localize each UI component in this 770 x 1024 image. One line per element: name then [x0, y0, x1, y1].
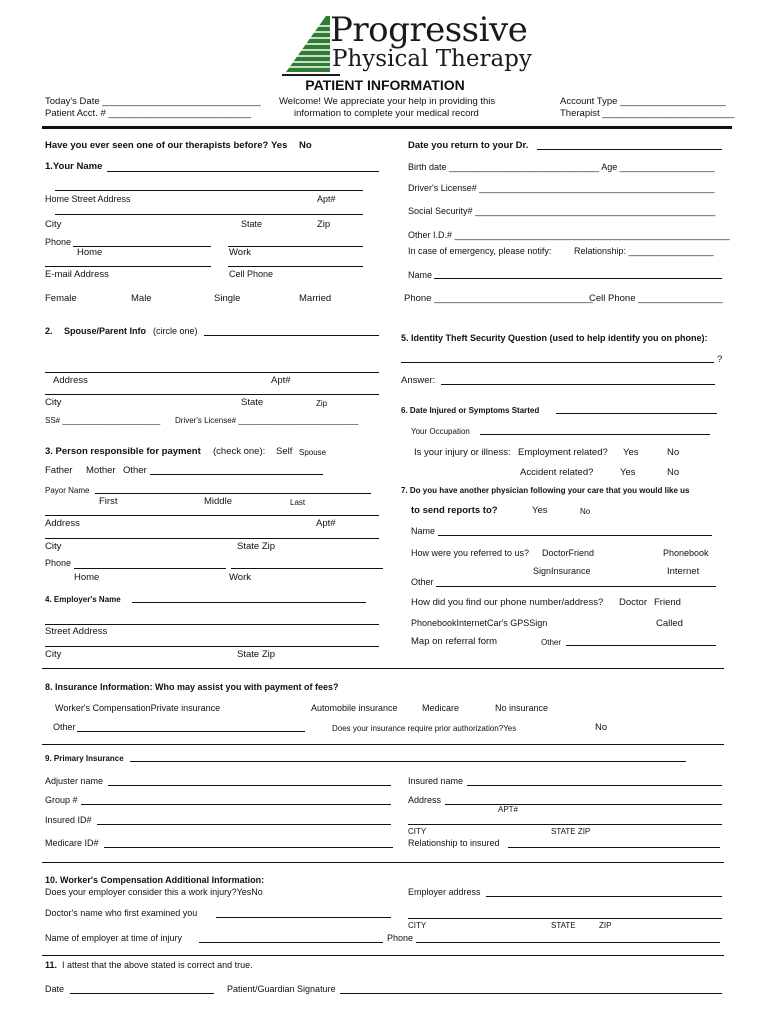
date-injured-label: 6. Date Injured or Symptoms Started — [401, 406, 540, 415]
payment-mother-option[interactable]: Mother — [86, 465, 116, 476]
payment-other-line[interactable] — [150, 474, 323, 475]
section-divider — [42, 955, 724, 956]
payor-city-line[interactable] — [45, 538, 379, 539]
answer-label: Answer: — [401, 375, 436, 386]
referred-doctor-friend[interactable]: DoctorFriend — [542, 548, 595, 558]
payor-name-line[interactable] — [95, 493, 371, 494]
employer-name-line[interactable] — [132, 602, 366, 603]
emergency-label: In case of emergency, please notify: — [408, 246, 552, 256]
city-label: City — [45, 219, 62, 230]
phone-label: Phone — [45, 237, 72, 247]
home-street-line[interactable] — [55, 190, 363, 191]
zip-label: Zip — [317, 219, 331, 230]
emergency-cell-field[interactable]: Cell Phone ________________ — [589, 293, 723, 304]
attest-date-line[interactable] — [70, 993, 214, 994]
work-label: Work — [229, 247, 251, 258]
seen-before-yes[interactable]: Yes — [271, 140, 288, 151]
accident-no[interactable]: No — [667, 467, 680, 478]
relationship-insured-label: Relationship to insured — [408, 838, 500, 848]
workers-comp-heading: 10. Worker's Compensation Additional Information: — [45, 875, 265, 885]
apt-label: Apt# — [317, 194, 336, 204]
attest-date-label: Date — [45, 984, 65, 994]
payment-other-option[interactable]: Other — [123, 465, 147, 476]
employer-state-zip-label: State Zip — [237, 649, 276, 660]
seen-before-no[interactable]: No — [299, 140, 312, 151]
welcome-line2: information to complete your medical record — [294, 108, 479, 119]
spouse-number: 2. — [45, 326, 53, 336]
spouse-zip-label: Zip — [316, 399, 328, 408]
payor-name-label: Payor Name — [45, 486, 90, 495]
spouse-address-line[interactable] — [45, 372, 379, 373]
social-security-field[interactable]: Social Security# ________________________________________________ — [408, 206, 716, 216]
todays-date-field[interactable]: Today's Date ______________________________ — [45, 96, 261, 107]
section-divider — [42, 862, 724, 863]
employer-city-label: City — [45, 649, 62, 660]
find-phonebook-list[interactable]: PhonebookInternetCar's GPSSign — [411, 618, 548, 628]
doctor-first-label: Doctor's name who first examined you — [45, 908, 198, 918]
date-return-label: Date you return to your Dr. — [408, 140, 529, 151]
employer-injury-line[interactable] — [199, 942, 383, 943]
find-other-label: Other — [541, 638, 562, 647]
emergency-name-line[interactable] — [434, 278, 722, 279]
employer-name-label: 4. Employer's Name — [45, 595, 121, 604]
employer-address-label: Employer address — [408, 887, 481, 897]
emergency-name-label: Name — [408, 270, 433, 280]
attest-number: 11. — [45, 960, 58, 970]
payor-apt-label: Apt# — [316, 518, 336, 529]
insured-city-label: CITY — [408, 827, 427, 836]
employer-address-line[interactable] — [486, 896, 722, 897]
adjuster-line[interactable] — [108, 785, 391, 786]
drivers-license-field[interactable]: Driver's License# _______________________________________________ — [408, 183, 715, 193]
find-doctor-option[interactable]: Doctor — [619, 597, 647, 608]
referred-internet[interactable]: Internet — [667, 566, 700, 577]
theft-question-line[interactable] — [401, 362, 714, 363]
state-label: State — [241, 219, 263, 229]
spouse-info-line[interactable] — [204, 335, 379, 336]
prior-auth-question[interactable]: Does your insurance require prior authorization?Yes — [332, 724, 517, 733]
employer-city-line[interactable] — [408, 918, 722, 919]
payor-address-label: Address — [45, 518, 80, 529]
email-label: E-mail Address — [45, 269, 109, 280]
spouse-city-label: City — [45, 397, 62, 408]
insured-name-label: Insured name — [408, 776, 464, 786]
primary-insurance-label: 9. Primary Insurance — [45, 754, 124, 763]
attest-statement: I attest that the above stated is correct and true. — [62, 960, 253, 970]
account-type-field[interactable]: Account Type ____________________ — [560, 96, 726, 107]
physician-name-label: Name — [411, 526, 436, 536]
city-line[interactable] — [55, 214, 363, 215]
signature-line[interactable] — [340, 993, 722, 994]
send-reports-no[interactable]: No — [580, 507, 591, 516]
employer-city-label: CITY — [408, 921, 427, 930]
send-reports-yes[interactable]: Yes — [532, 505, 548, 516]
your-name-line[interactable] — [107, 171, 379, 172]
home-street-label: Home Street Address — [45, 194, 131, 204]
employer-street-label: Street Address — [45, 626, 108, 637]
group-label: Group # — [45, 795, 78, 805]
insured-apt-label: APT# — [498, 805, 519, 814]
spouse-apt-label: Apt# — [271, 375, 291, 386]
logo-line2: Physical Therapy — [332, 46, 532, 72]
resp-payment-label: 3. Person responsible for payment — [45, 446, 201, 457]
other-physician-label: 7. Do you have another physician following your care that you would like us — [401, 486, 690, 495]
insurance-workers-private[interactable]: Worker's CompensationPrivate insurance — [55, 703, 221, 713]
birth-date-field[interactable]: Birth date ______________________________ Age ___________________ — [408, 162, 715, 172]
find-called-option[interactable]: Called — [656, 618, 683, 629]
header-divider — [42, 126, 732, 129]
referred-sign-insurance[interactable]: SignInsurance — [533, 566, 591, 576]
doctor-first-line[interactable] — [216, 917, 391, 918]
patient-acct-field[interactable]: Patient Acct. # ___________________________ — [45, 108, 252, 119]
medicare-id-line[interactable] — [104, 847, 393, 848]
insurance-other-label: Other — [53, 722, 76, 732]
occupation-line[interactable] — [480, 434, 710, 435]
cell-phone-label: Cell Phone — [229, 269, 274, 279]
payor-state-zip-label: State Zip — [237, 541, 276, 552]
employment-related-label: Employment related? — [518, 447, 608, 458]
referred-phonebook[interactable]: Phonebook — [663, 548, 709, 558]
physician-name-line[interactable] — [438, 535, 712, 536]
insured-city-line[interactable] — [408, 824, 722, 825]
accident-yes[interactable]: Yes — [620, 467, 636, 478]
insured-state-zip-label: STATE ZIP — [551, 827, 591, 836]
date-return-line[interactable] — [537, 149, 722, 150]
payor-phone-label: Phone — [45, 558, 72, 568]
payor-home-phone-line[interactable] — [74, 568, 226, 569]
single-option[interactable]: Single — [214, 293, 241, 304]
employer-injury-label: Name of employer at time of injury — [45, 933, 183, 943]
employer-zip-label: ZIP — [599, 921, 612, 930]
seen-before-question: Have you ever seen one of our therapists before? — [45, 140, 269, 151]
circle-one-note: (circle one) — [153, 326, 198, 336]
spouse-state-label: State — [241, 397, 264, 408]
therapist-field[interactable]: Therapist _________________________ — [560, 108, 735, 119]
employer-street-line[interactable] — [45, 624, 379, 625]
theft-question-mark: ? — [717, 354, 723, 365]
employer-phone-label: Phone — [387, 933, 414, 943]
referred-other-label: Other — [411, 577, 434, 587]
payor-address-line[interactable] — [45, 515, 379, 516]
section-divider — [42, 744, 724, 745]
insurance-none[interactable]: No insurance — [495, 703, 549, 713]
payment-self-option[interactable]: Self — [276, 446, 293, 457]
theft-question-label: 5. Identity Theft Security Question (used to help identify you on phone): — [401, 333, 708, 343]
insured-id-line[interactable] — [97, 824, 391, 825]
payor-last-label: Last — [290, 498, 306, 507]
employer-city-line[interactable] — [45, 646, 379, 647]
payor-home-label: Home — [74, 572, 100, 583]
emergency-phone-field[interactable]: Phone ______________________________ — [404, 293, 593, 304]
answer-line[interactable] — [441, 384, 715, 385]
cell-phone-line[interactable] — [228, 266, 363, 267]
find-map-option[interactable]: Map on referral form — [411, 636, 498, 647]
referred-other-line[interactable] — [436, 586, 716, 587]
male-option[interactable]: Male — [131, 293, 152, 304]
payor-first-label: First — [99, 496, 118, 507]
email-line[interactable] — [45, 266, 211, 267]
payment-spouse-option[interactable]: Spouse — [299, 448, 327, 457]
payor-work-label: Work — [229, 572, 251, 583]
insurance-other-line[interactable] — [77, 731, 305, 732]
home-label: Home — [77, 247, 103, 258]
relationship-insured-line[interactable] — [508, 847, 720, 848]
date-injured-line[interactable] — [556, 413, 717, 414]
welcome-line1: Welcome! We appreciate your help in providing this — [279, 96, 496, 107]
insurance-heading: 8. Insurance Information: Who may assist you with payment of fees? — [45, 682, 339, 692]
payor-work-phone-line[interactable] — [231, 568, 383, 569]
spouse-info-label: Spouse/Parent Info — [64, 326, 147, 336]
group-line[interactable] — [81, 804, 391, 805]
emergency-relationship-field[interactable]: Relationship: _________________ — [574, 246, 714, 256]
spouse-license-field[interactable]: Driver's License# ___________________________ — [175, 416, 359, 425]
married-option[interactable]: Married — [299, 293, 332, 304]
employer-state-label: STATE — [551, 921, 576, 930]
section-divider — [42, 668, 724, 669]
insured-id-label: Insured ID# — [45, 815, 92, 825]
other-id-field[interactable]: Other I.D.# _______________________________________________________ — [408, 230, 730, 240]
accident-related-label: Accident related? — [520, 467, 594, 478]
work-injury-question[interactable]: Does your employer consider this a work injury?YesNo — [45, 887, 263, 897]
logo-line1: Progressive — [330, 10, 528, 50]
find-friend-option[interactable]: Friend — [654, 597, 681, 608]
employment-yes[interactable]: Yes — [623, 447, 639, 458]
insurance-medicare[interactable]: Medicare — [422, 703, 460, 713]
insured-address-line[interactable] — [445, 804, 722, 805]
employer-phone-line[interactable] — [416, 942, 720, 943]
spouse-city-line[interactable] — [45, 394, 379, 395]
signature-label: Patient/Guardian Signature — [227, 984, 336, 994]
insurance-auto[interactable]: Automobile insurance — [311, 703, 398, 713]
insured-address-label: Address — [408, 795, 442, 805]
payment-father-option[interactable]: Father — [45, 465, 73, 476]
payor-middle-label: Middle — [204, 496, 232, 507]
injury-related-label: Is your injury or illness: — [414, 447, 511, 458]
check-one-note: (check one): — [213, 446, 266, 457]
prior-auth-no[interactable]: No — [595, 722, 608, 733]
referred-label: How were you referred to us? — [411, 548, 530, 558]
employment-no[interactable]: No — [667, 447, 680, 458]
female-option[interactable]: Female — [45, 293, 77, 304]
find-other-line[interactable] — [566, 645, 716, 646]
spouse-ss-field[interactable]: SS# ______________________ — [45, 416, 161, 425]
insured-name-line[interactable] — [467, 785, 722, 786]
occupation-label: Your Occupation — [411, 427, 470, 436]
find-phone-label: How did you find our phone number/address? — [411, 597, 604, 608]
medicare-id-label: Medicare ID# — [45, 838, 99, 848]
send-reports-label: to send reports to? — [411, 505, 498, 516]
adjuster-label: Adjuster name — [45, 776, 104, 786]
spouse-address-label: Address — [53, 375, 88, 386]
page-title: PATIENT INFORMATION — [305, 77, 465, 93]
primary-insurance-line[interactable] — [130, 761, 686, 762]
payor-city-label: City — [45, 541, 62, 552]
your-name-label: 1.Your Name — [45, 161, 103, 172]
